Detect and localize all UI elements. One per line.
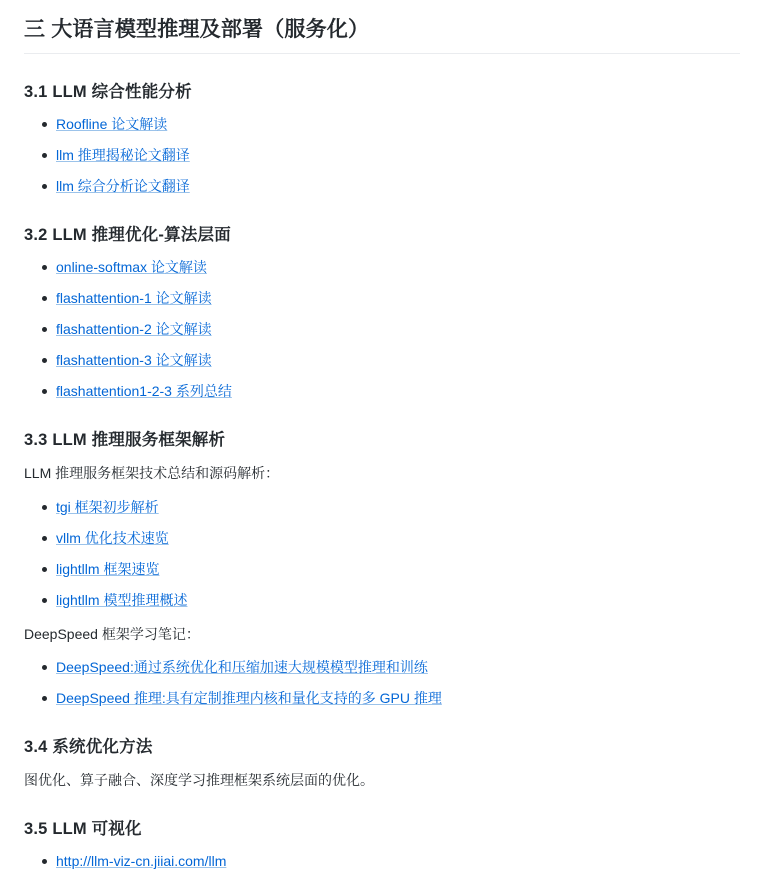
list-item (56, 350, 740, 371)
doc-link-online-softmax[interactable]: online-softmax 论文解读 (56, 259, 207, 276)
section-heading-3-4: 3.4 系统优化方法 (24, 738, 153, 757)
list-item (56, 145, 740, 166)
section-heading-3-1: 3.1 LLM 综合性能分析 (24, 83, 192, 102)
list-item (56, 176, 740, 197)
doc-link-deepspeed-inference[interactable]: DeepSpeed 推理:具有定制推理内核和量化支持的多 GPU 推理 (56, 690, 442, 707)
page-title: 三 大语言模型推理及部署（服务化） (24, 16, 740, 54)
link-list-3-3 (24, 497, 740, 611)
doc-link-lightllm-model-inference[interactable]: lightllm 模型推理概述 (56, 591, 188, 608)
doc-link-llm-viz[interactable]: http://llm-viz-cn.jiiai.com/llm (56, 853, 227, 870)
doc-link-deepspeed-system-optimization[interactable]: DeepSpeed:通过系统优化和压缩加速大规模模型推理和训练 (56, 659, 428, 676)
link-list-3-1 (24, 114, 740, 197)
link-list-3-2 (24, 257, 740, 402)
section-heading-3-2: 3.2 LLM 推理优化-算法层面 (24, 226, 231, 245)
link-list-3-5 (24, 851, 740, 872)
list-item (56, 288, 740, 309)
list-item (56, 688, 740, 709)
doc-link-flashattention-series-summary[interactable]: flashattention1-2-3 系列总结 (56, 383, 232, 400)
doc-link-flashattention-3[interactable]: flashattention-3 论文解读 (56, 352, 212, 369)
doc-link-lightllm-framework[interactable]: lightllm 框架速览 (56, 560, 160, 577)
doc-link-llm-analysis-paper-translation[interactable]: llm 综合分析论文翻译 (56, 178, 190, 195)
link-list-3-3-deepspeed (24, 657, 740, 709)
section-heading-3-5: 3.5 LLM 可视化 (24, 820, 142, 839)
section-3-4-paragraph: 图优化、算子融合、深度学习推理框架系统层面的优化。 (24, 772, 374, 789)
doc-link-flashattention-2[interactable]: flashattention-2 论文解读 (56, 321, 212, 338)
list-item (56, 381, 740, 402)
list-item (56, 114, 740, 135)
list-item (56, 851, 740, 872)
doc-link-llm-inference-paper-translation[interactable]: llm 推理揭秘论文翻译 (56, 147, 190, 164)
list-item (56, 528, 740, 549)
doc-link-vllm-optimization[interactable]: vllm 优化技术速览 (56, 529, 169, 546)
doc-link-flashattention-1[interactable]: flashattention-1 论文解读 (56, 290, 212, 307)
section-3-3-subintro: DeepSpeed 框架学习笔记： (24, 625, 200, 642)
list-item (56, 559, 740, 580)
list-item (56, 319, 740, 340)
list-item (56, 257, 740, 278)
doc-link-tgi-framework[interactable]: tgi 框架初步解析 (56, 498, 159, 515)
list-item (56, 590, 740, 611)
section-3-3-intro: LLM 推理服务框架技术总结和源码解析： (24, 465, 280, 482)
section-heading-3-3: 3.3 LLM 推理服务框架解析 (24, 431, 226, 450)
list-item (56, 497, 740, 518)
doc-link-roofline[interactable]: Roofline 论文解读 (56, 116, 168, 133)
list-item (56, 657, 740, 678)
